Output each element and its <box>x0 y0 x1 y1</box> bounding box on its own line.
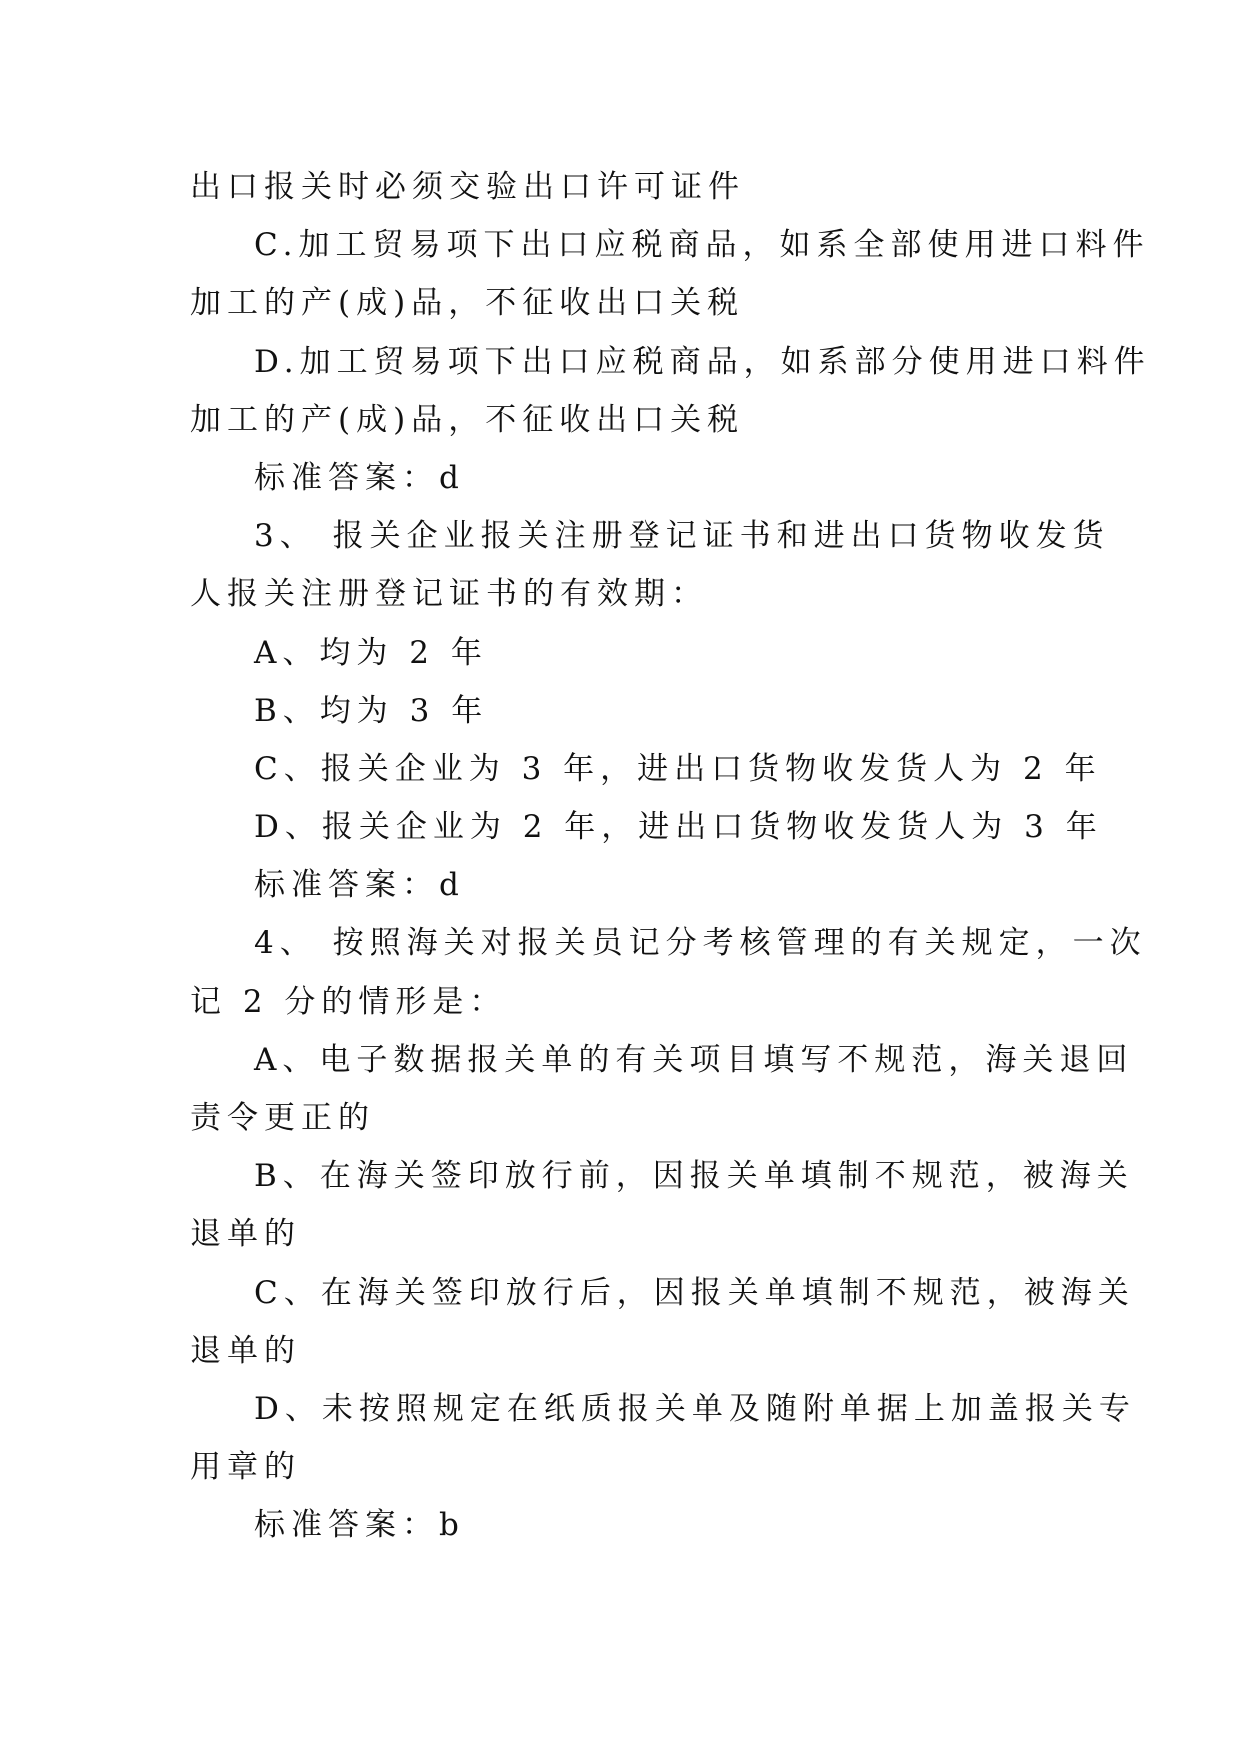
text-line: 退单的 <box>190 1332 301 1369</box>
option-d-line: D、报关企业为 2 年，进出口货物收发货人为 3 年 <box>254 809 1103 846</box>
option-b-line: B、均为 3 年 <box>254 692 489 729</box>
option-c-line: C.加工贸易项下出口应税商品，如系全部使用进口料件 <box>254 227 1150 264</box>
text-line: 加工的产(成)品，不征收出口关税 <box>190 285 745 322</box>
text-line: 出口报关时必须交验出口许可证件 <box>190 169 745 205</box>
question-4-line: 4、 按照海关对报关员记分考核管理的有关规定，一次 <box>254 925 1147 962</box>
answer-line: 标准答案：d <box>254 459 465 496</box>
option-c-line: C、在海关签印放行后，因报关单填制不规范，被海关 <box>254 1274 1135 1311</box>
option-d-line: D.加工贸易项下出口应税商品，如系部分使用进口料件 <box>254 343 1151 380</box>
answer-line: 标准答案：b <box>254 1507 465 1544</box>
option-b-line: B、在海关签印放行前，因报关单填制不规范，被海关 <box>254 1158 1134 1195</box>
text-line: 退单的 <box>190 1216 301 1253</box>
text-line: 记 2 分的情形是： <box>190 983 507 1020</box>
text-line: 人报关注册登记证书的有效期： <box>190 576 708 613</box>
option-d-line: D、未按照规定在纸质报关单及随附单据上加盖报关专 <box>254 1390 1136 1427</box>
text-line: 用章的 <box>190 1449 301 1486</box>
text-line: 加工的产(成)品，不征收出口关税 <box>190 401 745 438</box>
option-a-line: A、电子数据报关单的有关项目填写不规范，海关退回 <box>254 1041 1134 1078</box>
option-a-line: A、均为 2 年 <box>254 634 488 671</box>
document-body <box>190 158 1151 1555</box>
option-c-line: C、报关企业为 3 年，进出口货物收发货人为 2 年 <box>254 750 1102 787</box>
answer-line: 标准答案：d <box>254 867 465 904</box>
question-3-line: 3、 报关企业报关注册登记证书和进出口货物收发货 <box>254 518 1110 555</box>
text-line: 责令更正的 <box>190 1100 375 1136</box>
